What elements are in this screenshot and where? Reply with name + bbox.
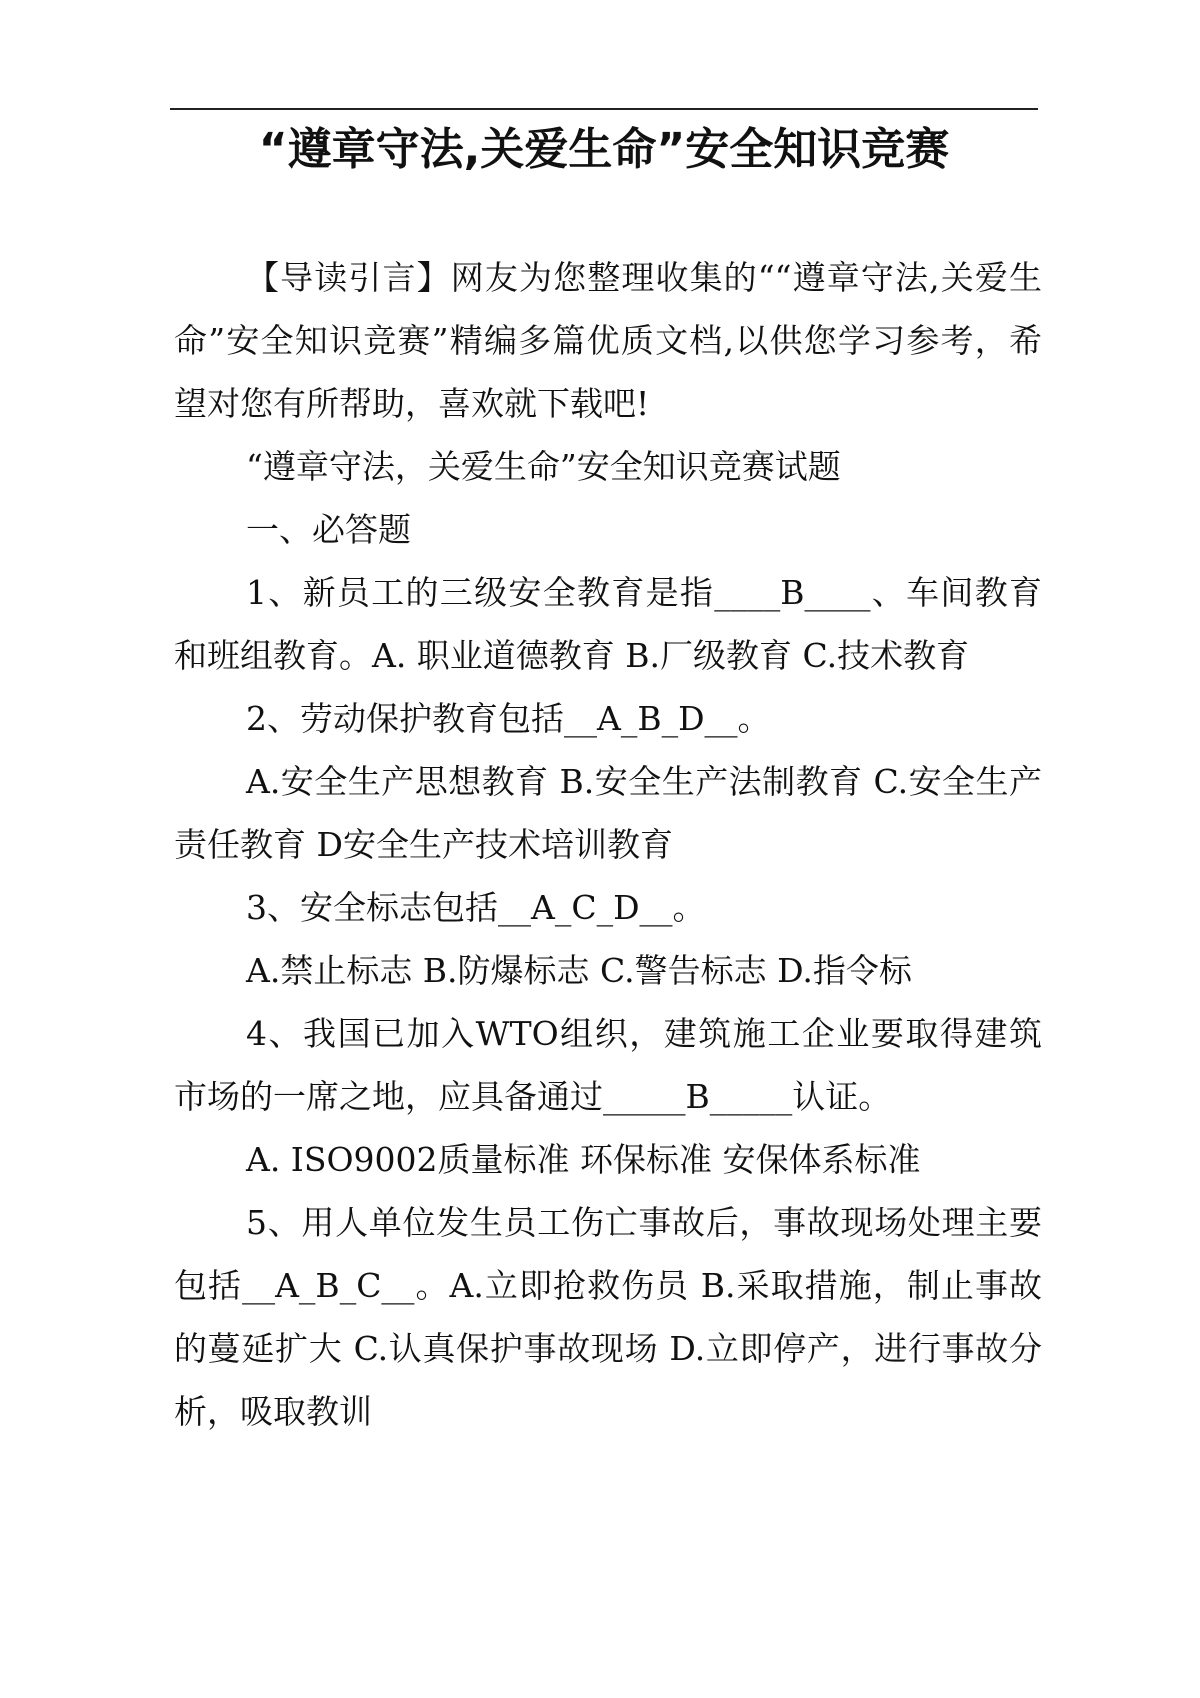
section-heading: 一、必答题 bbox=[246, 510, 411, 549]
question-1: 1、新员工的三级安全教育是指____B____、车间教育和班组教育。A. 职业道德教育 B.厂级教育 C.技术教育 bbox=[174, 573, 1042, 675]
header-rule bbox=[170, 108, 1038, 110]
question-4-options: A. ISO9002质量标准 环保标准 安保体系标准 bbox=[246, 1140, 921, 1179]
quiz-subtitle: “遵章守法，关爱生命”安全知识竞赛试题 bbox=[246, 447, 841, 486]
intro-paragraph: 【导读引言】网友为您整理收集的““遵章守法,关爱生命”安全知识竞赛”精编多篇优质文档,以供您学习参考，希望对您有所帮助，喜欢就下载吧! bbox=[174, 258, 1042, 423]
question-2: 2、劳动保护教育包括__A_B_D__。 bbox=[246, 699, 771, 738]
question-2-options: A.安全生产思想教育 B.安全生产法制教育 C.安全生产责任教育 D安全生产技术培训教育 bbox=[174, 762, 1042, 864]
question-3-options: A.禁止标志 B.防爆标志 C.警告标志 D.指令标 bbox=[246, 951, 912, 990]
question-5: 5、用人单位发生员工伤亡事故后，事故现场处理主要包括__A_B_C__。A.立即抢救伤员 B.采取措施，制止事故的蔓延扩大 C.认真保护事故现场 D.立即停产，进行事故分析，吸取教训 bbox=[174, 1203, 1042, 1431]
question-4: 4、我国已加入WTO组织，建筑施工企业要取得建筑市场的一席之地，应具备通过_____B_____认证。 bbox=[174, 1014, 1042, 1116]
document-body bbox=[174, 246, 1042, 1443]
document-title: “遵章守法,关爱生命”安全知识竞赛 bbox=[258, 124, 950, 175]
question-3: 3、安全标志包括__A_C_D__。 bbox=[246, 888, 706, 927]
